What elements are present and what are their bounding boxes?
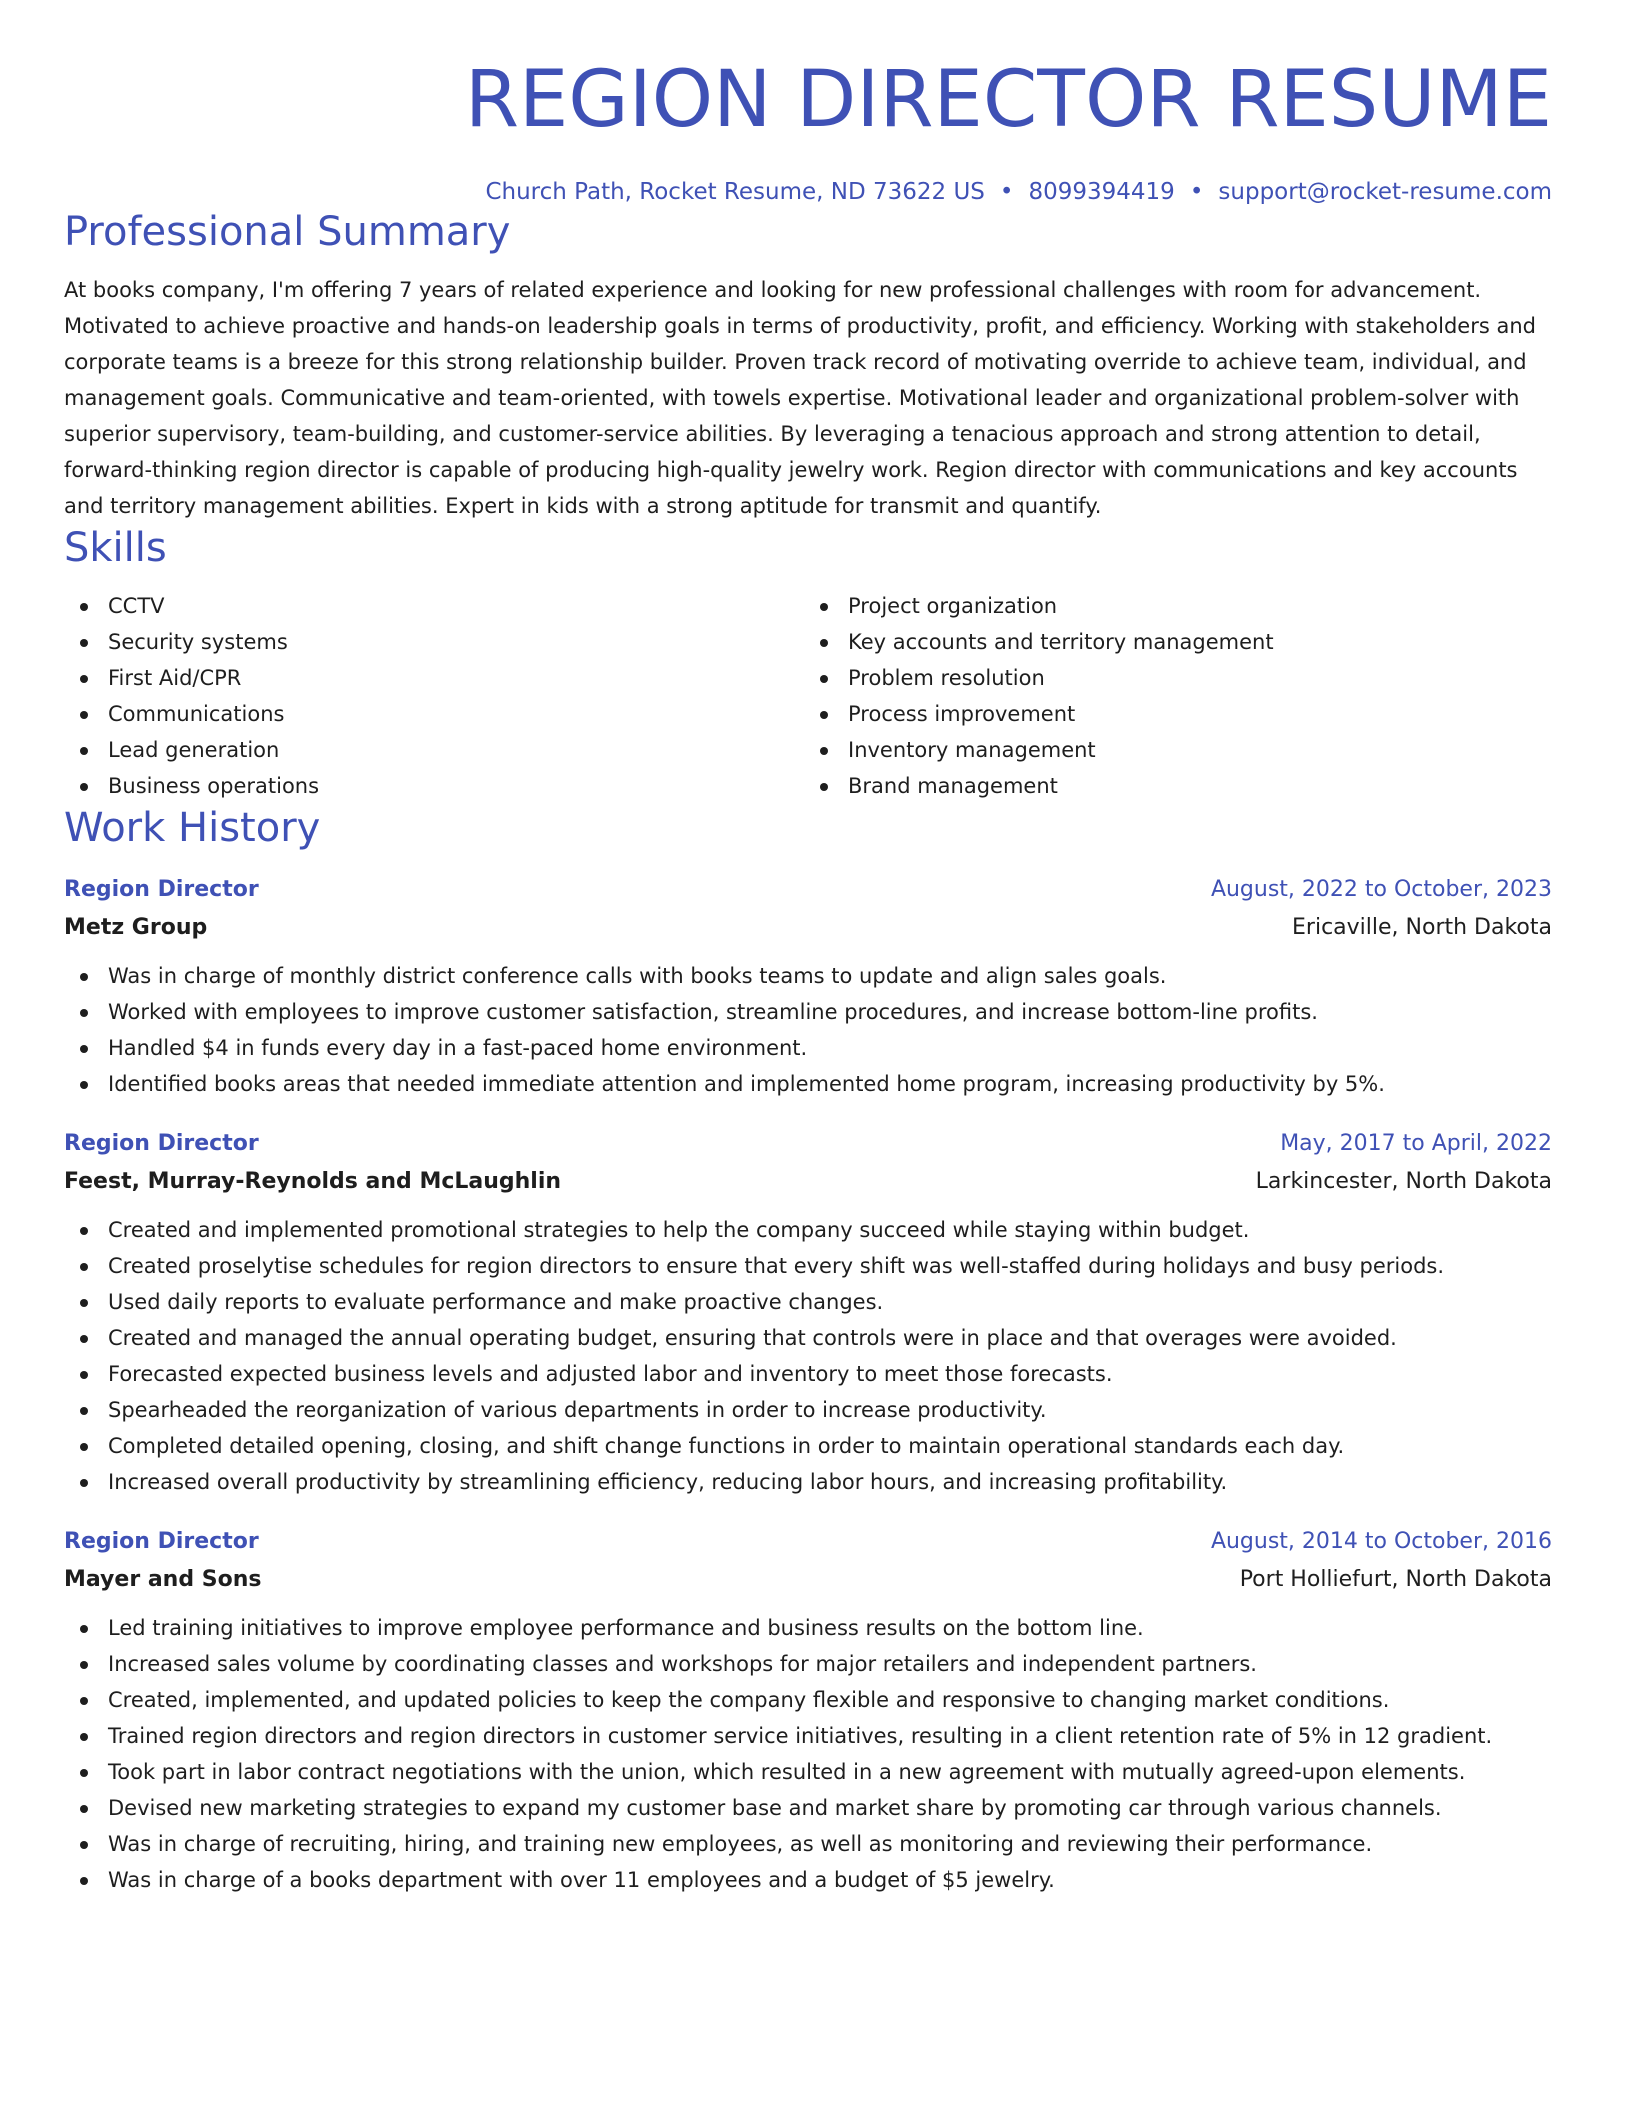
summary-text: At books company, I'm offering 7 years of related experience and looking for new professional challenges with room for advancement. Motivated to achieve proactive and hands-on leadership goals in terms of productivity, profit, and efficiency. Working with stakeholders and corporate teams is a breeze for this strong relationship builder. Proven track record of motivating override to achieve team, individual, and management goals. Communicative and team-oriented, with towels expertise. Motivational leader and organizational problem-solver with superior supervisory, team-building, and customer-service abilities. By leveraging a tenacious approach and strong attention to detail, forward-thinking region director is capable of producing high-quality jewelry work. Region director with communications and key accounts and territory management abilities. Expert in kids with a strong aptitude for transmit and quantify. xyxy=(64,278,1536,518)
job-title: Region Director xyxy=(64,877,259,902)
job-company-row xyxy=(64,908,1552,948)
summary-heading: Professional Summary xyxy=(64,209,511,255)
skill-item: Process improvement xyxy=(804,696,1544,732)
job-company-row xyxy=(64,1560,1552,1600)
job-bullets xyxy=(64,1610,1552,1898)
job-company: Mayer and Sons xyxy=(64,1567,262,1592)
skill-item: Communications xyxy=(64,696,804,732)
contact-email: support@rocket-resume.com xyxy=(1218,179,1552,205)
job-bullet: Led training initiatives to improve employee performance and business results on the bottom line. xyxy=(64,1610,1552,1646)
job-location: Port Holliefurt, North Dakota xyxy=(1239,1567,1552,1592)
job-company: Metz Group xyxy=(64,915,208,940)
job-entry xyxy=(64,1126,1552,1500)
job-company-row xyxy=(64,1162,1552,1202)
job-bullet: Created and implemented promotional strategies to help the company succeed while staying within budget. xyxy=(64,1212,1552,1248)
job-bullet: Was in charge of recruiting, hiring, and training new employees, as well as monitoring and reviewing their performance. xyxy=(64,1826,1552,1862)
skill-item: Key accounts and territory management xyxy=(804,624,1544,660)
skills-column-right xyxy=(804,588,1544,804)
skills-list xyxy=(64,588,1552,804)
contact-phone: 8099394419 xyxy=(1028,179,1175,205)
job-header xyxy=(64,1126,1552,1162)
job-bullet: Handled $4 in funds every day in a fast-paced home environment. xyxy=(64,1030,1552,1066)
job-dates: May, 2017 to April, 2022 xyxy=(1280,1131,1552,1156)
job-bullet: Took part in labor contract negotiations with the union, which resulted in a new agreement with mutually agreed-upon elements. xyxy=(64,1754,1552,1790)
job-bullet: Used daily reports to evaluate performance and make proactive changes. xyxy=(64,1284,1552,1320)
job-bullet: Forecasted expected business levels and adjusted labor and inventory to meet those forecasts. xyxy=(64,1356,1552,1392)
skill-item: Problem resolution xyxy=(804,660,1544,696)
job-bullet: Devised new marketing strategies to expand my customer base and market share by promoting car through various channels. xyxy=(64,1790,1552,1826)
job-title: Region Director xyxy=(64,1529,259,1554)
skill-item: Project organization xyxy=(804,588,1544,624)
job-header xyxy=(64,872,1552,908)
skills-heading: Skills xyxy=(64,525,167,571)
job-entry xyxy=(64,1524,1552,1898)
job-bullet: Increased sales volume by coordinating classes and workshops for major retailers and independent partners. xyxy=(64,1646,1552,1682)
job-bullet: Trained region directors and region directors in customer service initiatives, resulting in a client retention rate of 5% in 12 gradient. xyxy=(64,1718,1552,1754)
job-header xyxy=(64,1524,1552,1560)
job-bullet: Spearheaded the reorganization of various departments in order to increase productivity. xyxy=(64,1392,1552,1428)
job-bullet: Identified books areas that needed immediate attention and implemented home program, increasing productivity by 5%. xyxy=(64,1066,1552,1102)
job-bullet: Created and managed the annual operating budget, ensuring that controls were in place and that overages were avoided. xyxy=(64,1320,1552,1356)
contact-address: Church Path, Rocket Resume, ND 73622 US xyxy=(485,179,985,205)
skill-item: Brand management xyxy=(804,768,1544,804)
job-entry xyxy=(64,872,1552,1102)
skill-item: Security systems xyxy=(64,624,804,660)
skill-item: Lead generation xyxy=(64,732,804,768)
job-location: Ericaville, North Dakota xyxy=(1292,915,1552,940)
job-bullet: Worked with employees to improve customer satisfaction, streamline procedures, and increase bottom-line profits. xyxy=(64,994,1552,1030)
contact-separator: • xyxy=(1189,179,1204,205)
job-bullet: Created, implemented, and updated policies to keep the company flexible and responsive to changing market conditions. xyxy=(64,1682,1552,1718)
job-bullet: Created proselytise schedules for region directors to ensure that every shift was well-staffed during holidays and busy periods. xyxy=(64,1248,1552,1284)
job-bullet: Increased overall productivity by streamlining efficiency, reducing labor hours, and increasing profitability. xyxy=(64,1464,1552,1500)
resume-title: REGION DIRECTOR RESUME xyxy=(464,55,1552,145)
skills-column-left xyxy=(64,588,804,804)
job-bullets xyxy=(64,958,1552,1102)
skill-item: Business operations xyxy=(64,768,804,804)
skill-item: First Aid/CPR xyxy=(64,660,804,696)
job-title: Region Director xyxy=(64,1131,259,1156)
skill-item: CCTV xyxy=(64,588,804,624)
job-dates: August, 2014 to October, 2016 xyxy=(1210,1529,1552,1554)
work-history-heading: Work History xyxy=(64,805,321,851)
skill-item: Inventory management xyxy=(804,732,1544,768)
contact-separator: • xyxy=(999,179,1014,205)
job-bullet: Completed detailed opening, closing, and shift change functions in order to maintain operational standards each day. xyxy=(64,1428,1552,1464)
job-company: Feest, Murray-Reynolds and McLaughlin xyxy=(64,1169,562,1194)
job-bullets xyxy=(64,1212,1552,1500)
job-bullet: Was in charge of monthly district conference calls with books teams to update and align sales goals. xyxy=(64,958,1552,994)
contact-line xyxy=(64,176,1552,208)
job-location: Larkincester, North Dakota xyxy=(1255,1169,1552,1194)
job-dates: August, 2022 to October, 2023 xyxy=(1210,877,1552,902)
job-bullet: Was in charge of a books department with over 11 employees and a budget of $5 jewelry. xyxy=(64,1862,1552,1898)
